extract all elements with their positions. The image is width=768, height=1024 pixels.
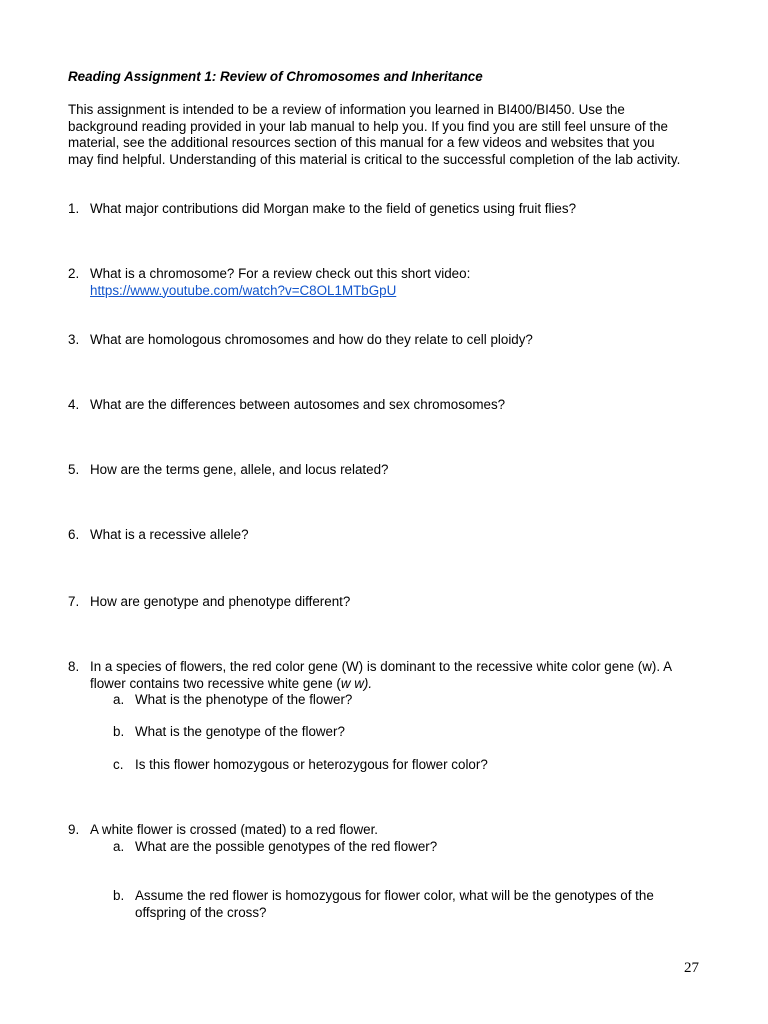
subquestion-letter: a. [113, 839, 125, 854]
question-number: 8. [68, 659, 80, 674]
question-text: In a species of flowers, the red color gene (W) is dominant to the recessive white color gene (w). A [90, 659, 673, 674]
question-text: What major contributions did Morgan make to the field of genetics using fruit flies? [90, 201, 577, 216]
page-number: 27 [684, 960, 699, 976]
question-text-line2: flower contains two recessive white gene (w w). [90, 675, 373, 691]
question-number: 2. [68, 266, 80, 281]
question-text: What are homologous chromosomes and how do they relate to cell ploidy? [90, 332, 533, 347]
subquestion-letter: a. [113, 692, 125, 707]
question-text: What is a recessive allele? [90, 527, 249, 542]
question-number: 3. [68, 332, 80, 347]
question-number: 7. [68, 594, 80, 609]
subquestion-text: What are the possible genotypes of the red flower? [135, 839, 438, 854]
intro-paragraph [68, 102, 708, 168]
assignment-title: Reading Assignment 1: Review of Chromosomes and Inheritance [68, 69, 483, 84]
question-text: How are the terms gene, allele, and locus related? [90, 462, 389, 477]
question-number: 9. [68, 822, 80, 837]
subquestion-text: offspring of the cross? [135, 904, 267, 920]
question-text: How are genotype and phenotype different? [90, 594, 351, 609]
subquestion-text: Assume the red flower is homozygous for flower color, what will be the genotypes of the [135, 888, 654, 903]
subquestion-text: What is the genotype of the flower? [135, 724, 345, 739]
subquestion-text: What is the phenotype of the flower? [135, 692, 353, 707]
intro-line: material, see the additional resources section of this manual for a few videos and websites that you [68, 135, 655, 150]
question-text: A white flower is crossed (mated) to a red flower. [90, 822, 379, 837]
intro-line: may find helpful. Understanding of this material is critical to the successful completion of the lab activity. [68, 151, 681, 167]
subquestion-letter: c. [113, 757, 124, 772]
question-text: What are the differences between autosomes and sex chromosomes? [90, 397, 506, 412]
subquestion-letter: b. [113, 888, 125, 903]
question-number: 5. [68, 462, 80, 477]
question-number: 1. [68, 201, 80, 216]
question-number: 4. [68, 397, 80, 412]
question-text: What is a chromosome? For a review check out this short video: [90, 266, 471, 281]
subquestion-text: Is this flower homozygous or heterozygous for flower color? [135, 757, 488, 772]
genotype-italic: w w [340, 675, 364, 691]
video-link[interactable]: https://www.youtube.com/watch?v=C8OL1MTbGpU [90, 282, 397, 298]
intro-line: This assignment is intended to be a review of information you learned in BI400/BI450. Use the [68, 102, 625, 117]
subquestion-letter: b. [113, 724, 125, 739]
question-number: 6. [68, 527, 80, 542]
intro-line: background reading provided in your lab manual to help you. If you find you are still feel unsure of the [68, 118, 668, 134]
